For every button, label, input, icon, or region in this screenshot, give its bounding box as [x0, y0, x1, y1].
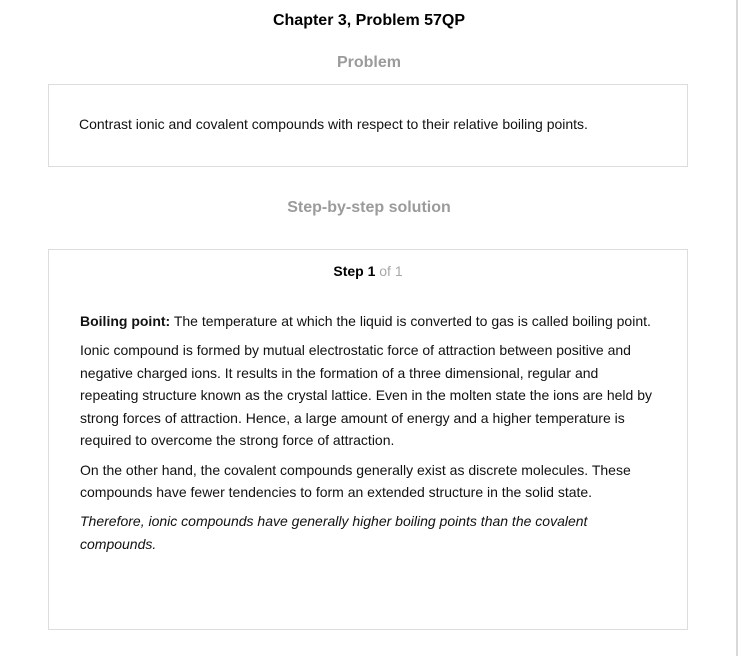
step-indicator — [49, 263, 687, 279]
definition-paragraph — [80, 310, 660, 333]
step-count: of 1 — [379, 263, 403, 279]
definition-text: The temperature at which the liquid is converted to gas is called boiling point. — [173, 313, 651, 329]
covalent-paragraph: On the other hand, the covalent compounds generally exist as discrete molecules. These compounds have fewer tendencies to form an extended structure in the solid state. — [80, 461, 631, 501]
step-label: Step 1 — [333, 263, 376, 279]
page-title: Chapter 3, Problem 57QP — [272, 12, 466, 29]
definition-term: Boiling point: — [80, 313, 171, 329]
problem-box — [48, 84, 688, 167]
step-body — [80, 310, 660, 562]
problem-heading: Problem — [336, 54, 401, 71]
solution-heading: Step-by-step solution — [287, 199, 451, 216]
problem-text: Contrast ionic and covalent compounds with respect to their relative boiling points. — [79, 116, 588, 132]
conclusion-paragraph: Therefore, ionic compounds have generally higher boiling points than the covalent compounds. — [80, 513, 588, 552]
ionic-paragraph: Ionic compound is formed by mutual electrostatic force of attraction between positive and negative charged ions. It results in the formation of a three dimensional, regular and repeating structure known as the crystal lattice. Even in the molten state the ions are held by strong forces of attraction. Hence, a large amount of energy and a higher temperature is required to overcome the strong force of attraction. — [80, 342, 652, 449]
solution-box — [48, 249, 688, 630]
